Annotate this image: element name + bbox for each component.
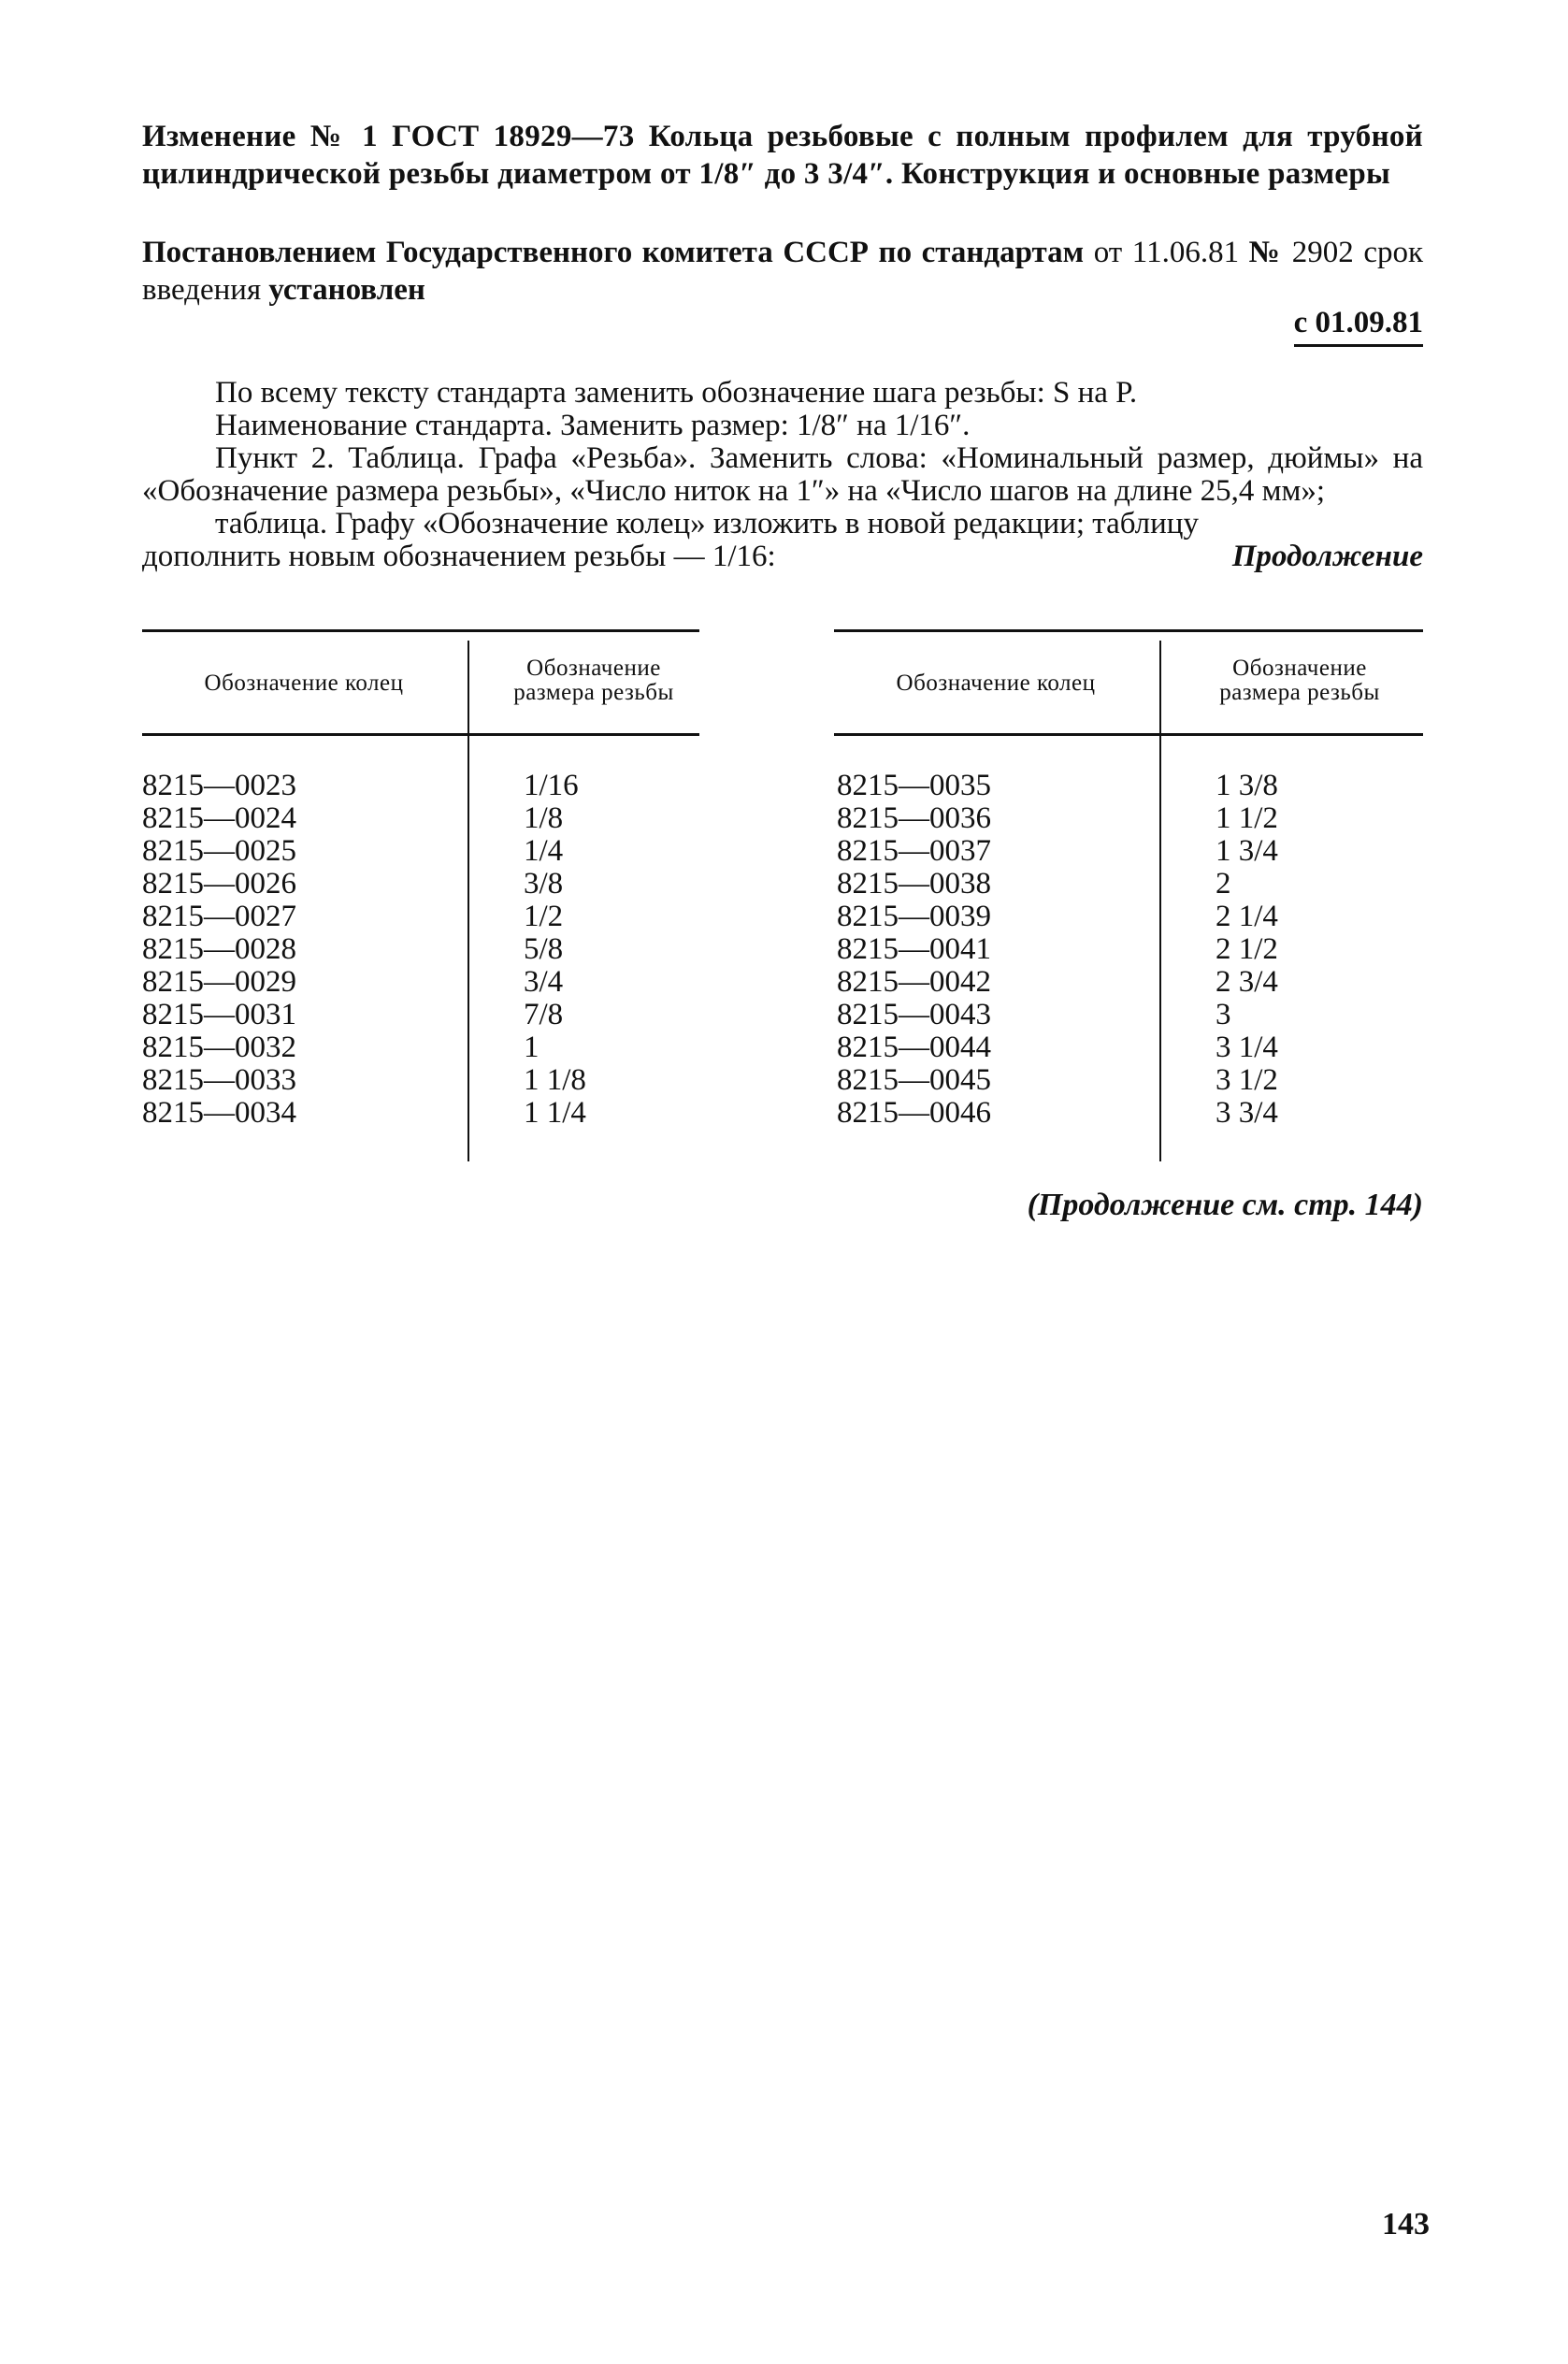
body-line-step: По всему тексту стандарта заменить обозначение шага резьбы: S на P. (215, 376, 1138, 410)
body-line-table-rings: таблица. Графу «Обозначение колец» изложить в новой редакции; таблицу (215, 507, 1199, 541)
column-sizes-right (1216, 770, 1278, 1130)
decree-date: от 11.06.81 (1093, 236, 1240, 269)
decree-paragraph (142, 234, 1423, 309)
column-rings-left (142, 770, 296, 1130)
table-cell-list: 8215—0035 8215—0036 8215—0037 8215—0038 8215—0039 8215—0041 8215—0042 8215—0043 8215—0044 8215—0045 8215—0046 (837, 769, 991, 1130)
table-cell-list: 8215—0023 8215—0024 8215—0025 8215—0026 8215—0027 8215—0028 8215—0029 8215—0031 8215—0032 8215—0033 8215—0034 (142, 769, 296, 1130)
decree-established: установлен (268, 273, 425, 307)
table-divider-right (1159, 641, 1161, 1161)
body-line-addition-text: дополнить новым обозначением резьбы — 1/16: (142, 540, 776, 573)
table-cell-list: 1/16 1/8 1/4 3/8 1/2 5/8 3/4 7/8 1 1 1/8 1 1/4 (524, 769, 586, 1130)
decree-number-sign: № (1248, 236, 1283, 269)
decree-committee: Государственного комитета (385, 236, 773, 269)
header-size-left: Обозначение размера резьбы (513, 656, 674, 705)
body-line-addition (142, 541, 1423, 573)
table-top-rule-right (834, 629, 1423, 632)
body-line-name: Наименование стандарта. Заменить размер: 1/8″ на 1/16″. (215, 409, 971, 442)
continued-note: (Продолжение см. стр. 144) (1027, 1188, 1423, 1222)
decree-number: 2902 срок введения (142, 236, 1424, 307)
decree-word: Постановлением (142, 236, 377, 269)
page-number: 143 (1382, 2207, 1430, 2241)
amendment-title: Изменение № 1 ГОСТ 18929—73 Кольца резьбовые с полным профилем для трубной цилиндрической резьбы диаметром от 1/8″ до 3 3/4″. Конструкция и основные размеры (142, 120, 1423, 191)
table-header-rule-left (142, 733, 699, 736)
body-line-table-column: Пункт 2. Таблица. Графа «Резьба». Заменить слова: «Номинальный размер, дюймы» на «Обозначение размера резьбы», «Число ниток на 1″» на «Число шагов на длине 25,4 мм»; (142, 441, 1423, 508)
header-ring-right: Обозначение колец (896, 670, 1096, 696)
column-sizes-left (524, 770, 586, 1130)
column-rings-right (837, 770, 991, 1130)
continuation-label: Продолжение (1231, 540, 1423, 573)
table-cell-list: 1 3/8 1 1/2 1 3/4 2 2 1/4 2 1/2 2 3/4 3 3 1/4 3 1/2 3 3/4 (1216, 769, 1278, 1130)
table-header-rule-right (834, 733, 1423, 736)
decree-country: СССР по стандартам (783, 236, 1085, 269)
table-divider-left (468, 641, 469, 1161)
amendment-body (142, 377, 1423, 573)
header-size-right: Обозначение размера резьбы (1219, 656, 1380, 705)
effective-date: с 01.09.81 (1294, 306, 1423, 347)
table-top-rule-left (142, 629, 699, 632)
header-ring-left: Обозначение колец (204, 670, 404, 696)
